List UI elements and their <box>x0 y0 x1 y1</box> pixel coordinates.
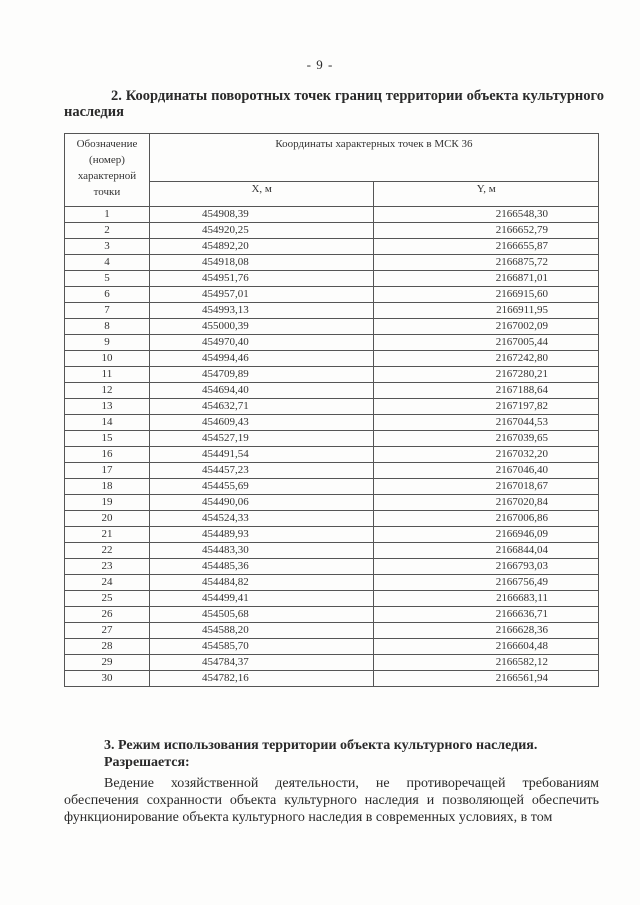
y-coordinate-cell: 2166683,11 <box>374 591 599 607</box>
x-coordinate-cell: 454782,16 <box>149 671 374 687</box>
point-number-cell: 1 <box>65 207 150 223</box>
point-number-cell: 29 <box>65 655 150 671</box>
y-coordinate-cell: 2166871,01 <box>374 271 599 287</box>
table-row <box>65 431 599 447</box>
table-row <box>65 335 599 351</box>
table-row <box>65 239 599 255</box>
point-number-cell: 6 <box>65 287 150 303</box>
table-row <box>65 559 599 575</box>
y-coordinate-cell: 2166915,60 <box>374 287 599 303</box>
point-number-cell: 9 <box>65 335 150 351</box>
x-coordinate-cell: 454455,69 <box>149 479 374 495</box>
point-number-cell: 19 <box>65 495 150 511</box>
y-coordinate-cell: 2167242,80 <box>374 351 599 367</box>
table-row <box>65 223 599 239</box>
x-coordinate-cell: 454524,33 <box>149 511 374 527</box>
section-2-heading: 2. Координаты поворотных точек границ территории объекта культурного наследия <box>64 88 604 120</box>
y-coordinate-cell: 2166946,09 <box>374 527 599 543</box>
table-row <box>65 575 599 591</box>
table-row <box>65 271 599 287</box>
section-3 <box>64 738 599 826</box>
table-row <box>65 607 599 623</box>
y-coordinate-cell: 2167032,20 <box>374 447 599 463</box>
point-number-cell: 25 <box>65 591 150 607</box>
table-row <box>65 655 599 671</box>
x-coordinate-cell: 454908,39 <box>149 207 374 223</box>
table-row <box>65 671 599 687</box>
y-coordinate-cell: 2167020,84 <box>374 495 599 511</box>
y-coordinate-cell: 2166844,04 <box>374 543 599 559</box>
point-number-cell: 16 <box>65 447 150 463</box>
allowed-label: Разрешается: <box>104 755 190 770</box>
x-coordinate-cell: 454918,08 <box>149 255 374 271</box>
point-number-cell: 26 <box>65 607 150 623</box>
table-row <box>65 303 599 319</box>
point-number-cell: 22 <box>65 543 150 559</box>
y-coordinate-cell: 2166793,03 <box>374 559 599 575</box>
table-row <box>65 367 599 383</box>
x-coordinate-cell: 454957,01 <box>149 287 374 303</box>
table-row <box>65 287 599 303</box>
x-coordinate-cell: 454588,20 <box>149 623 374 639</box>
x-coordinate-cell: 454585,70 <box>149 639 374 655</box>
x-coordinate-cell: 454892,20 <box>149 239 374 255</box>
y-coordinate-cell: 2166604,48 <box>374 639 599 655</box>
x-coordinate-cell: 454490,06 <box>149 495 374 511</box>
y-coordinate-cell: 2166911,95 <box>374 303 599 319</box>
y-coordinate-cell: 2167044,53 <box>374 415 599 431</box>
y-coordinate-cell: 2167005,44 <box>374 335 599 351</box>
point-number-cell: 2 <box>65 223 150 239</box>
body-paragraph: Ведение хозяйственной деятельности, не противоречащей требованиям обеспечения сохранности объекта культурного наследия и позволяющей обеспечить функционирование объекта культурного наследия в современных условиях, в том <box>64 776 599 825</box>
x-coordinate-cell: 454484,82 <box>149 575 374 591</box>
table-row <box>65 351 599 367</box>
point-number-cell: 7 <box>65 303 150 319</box>
x-coordinate-cell: 454994,46 <box>149 351 374 367</box>
x-coordinate-cell: 454920,25 <box>149 223 374 239</box>
page-number: - 9 - <box>306 57 334 72</box>
table-row <box>65 463 599 479</box>
point-number-cell: 27 <box>65 623 150 639</box>
table-row <box>65 479 599 495</box>
point-number-cell: 10 <box>65 351 150 367</box>
y-coordinate-cell: 2166548,30 <box>374 207 599 223</box>
table-row <box>65 207 599 223</box>
x-coordinate-cell: 454527,19 <box>149 431 374 447</box>
point-number-cell: 20 <box>65 511 150 527</box>
point-number-cell: 8 <box>65 319 150 335</box>
point-number-cell: 11 <box>65 367 150 383</box>
point-number-cell: 30 <box>65 671 150 687</box>
x-coordinate-cell: 454499,41 <box>149 591 374 607</box>
y-coordinate-cell: 2167018,67 <box>374 479 599 495</box>
x-coordinate-cell: 454694,40 <box>149 383 374 399</box>
point-number-cell: 23 <box>65 559 150 575</box>
table-header-row <box>65 134 599 182</box>
y-coordinate-cell: 2166582,12 <box>374 655 599 671</box>
y-coordinate-cell: 2167039,65 <box>374 431 599 447</box>
table-row <box>65 415 599 431</box>
x-coordinate-cell: 454485,36 <box>149 559 374 575</box>
y-coordinate-cell: 2166756,49 <box>374 575 599 591</box>
x-coordinate-cell: 454784,37 <box>149 655 374 671</box>
point-number-cell: 13 <box>65 399 150 415</box>
table-row <box>65 527 599 543</box>
header-x: X, м <box>149 182 374 207</box>
y-coordinate-cell: 2167006,86 <box>374 511 599 527</box>
x-coordinate-cell: 454951,76 <box>149 271 374 287</box>
y-coordinate-cell: 2166561,94 <box>374 671 599 687</box>
y-coordinate-cell: 2167197,82 <box>374 399 599 415</box>
point-number-cell: 18 <box>65 479 150 495</box>
y-coordinate-cell: 2166655,87 <box>374 239 599 255</box>
y-coordinate-cell: 2167002,09 <box>374 319 599 335</box>
x-coordinate-cell: 454505,68 <box>149 607 374 623</box>
table-row <box>65 511 599 527</box>
table-row <box>65 543 599 559</box>
x-coordinate-cell: 454993,13 <box>149 303 374 319</box>
table-body <box>65 207 599 687</box>
x-coordinate-cell: 454457,23 <box>149 463 374 479</box>
section-3-heading: 3. Режим использования территории объекта культурного наследия. <box>104 738 538 753</box>
y-coordinate-cell: 2167188,64 <box>374 383 599 399</box>
table-row <box>65 383 599 399</box>
coordinates-table <box>64 133 599 687</box>
y-coordinate-cell: 2166652,79 <box>374 223 599 239</box>
x-coordinate-cell: 454489,93 <box>149 527 374 543</box>
table-row <box>65 399 599 415</box>
y-coordinate-cell: 2166628,36 <box>374 623 599 639</box>
y-coordinate-cell: 2166636,71 <box>374 607 599 623</box>
y-coordinate-cell: 2167280,21 <box>374 367 599 383</box>
table-row <box>65 495 599 511</box>
table-row <box>65 255 599 271</box>
header-designation: Обозначение (номер) характерной точки <box>65 134 150 207</box>
x-coordinate-cell: 454609,43 <box>149 415 374 431</box>
point-number-cell: 15 <box>65 431 150 447</box>
point-number-cell: 4 <box>65 255 150 271</box>
point-number-cell: 21 <box>65 527 150 543</box>
header-coordinates: Координаты характерных точек в МСК 36 <box>149 134 598 182</box>
point-number-cell: 3 <box>65 239 150 255</box>
point-number-cell: 5 <box>65 271 150 287</box>
x-coordinate-cell: 454632,71 <box>149 399 374 415</box>
y-coordinate-cell: 2166875,72 <box>374 255 599 271</box>
x-coordinate-cell: 454970,40 <box>149 335 374 351</box>
point-number-cell: 24 <box>65 575 150 591</box>
table-row <box>65 623 599 639</box>
point-number-cell: 28 <box>65 639 150 655</box>
table-row <box>65 591 599 607</box>
x-coordinate-cell: 454483,30 <box>149 543 374 559</box>
table-row <box>65 639 599 655</box>
x-coordinate-cell: 454491,54 <box>149 447 374 463</box>
y-coordinate-cell: 2167046,40 <box>374 463 599 479</box>
table-row <box>65 319 599 335</box>
x-coordinate-cell: 455000,39 <box>149 319 374 335</box>
x-coordinate-cell: 454709,89 <box>149 367 374 383</box>
header-y: Y, м <box>374 182 599 207</box>
point-number-cell: 14 <box>65 415 150 431</box>
point-number-cell: 17 <box>65 463 150 479</box>
point-number-cell: 12 <box>65 383 150 399</box>
table-row <box>65 447 599 463</box>
